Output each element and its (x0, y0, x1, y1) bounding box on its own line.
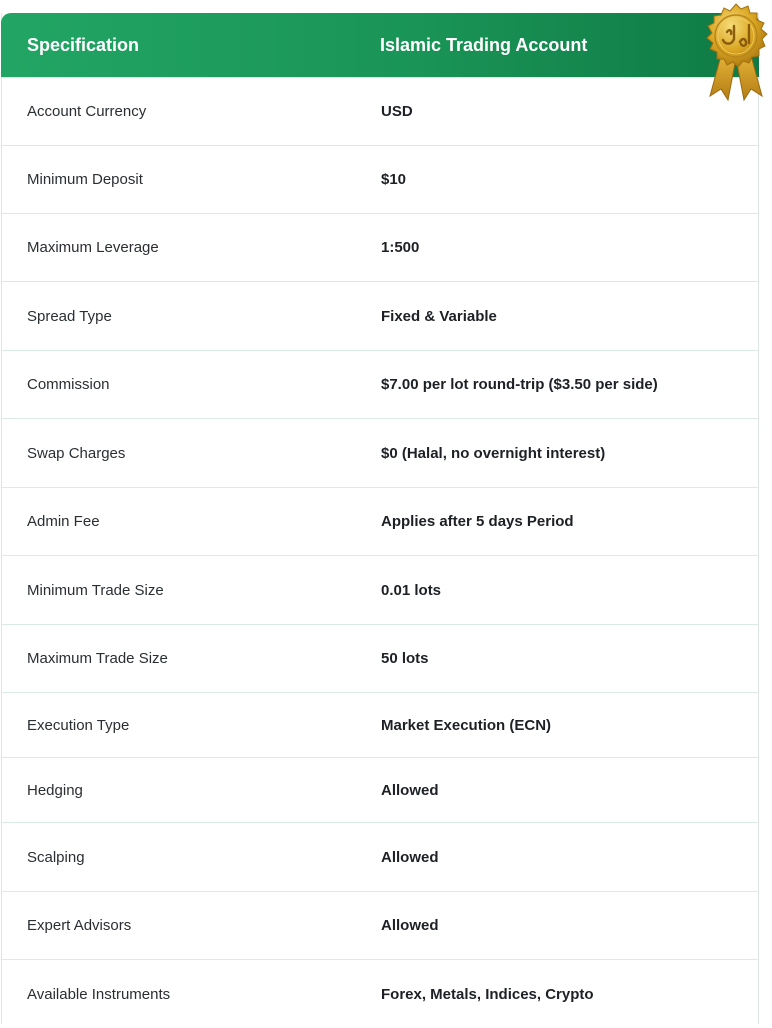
row-value: USD (381, 103, 413, 120)
table-row (2, 145, 758, 213)
row-label: Commission (27, 376, 110, 393)
table-row (2, 822, 758, 891)
header-islamic-account: Islamic Trading Account (380, 34, 588, 55)
row-value: Forex, Metals, Indices, Crypto (381, 985, 594, 1003)
table-row (2, 692, 758, 757)
row-label: Admin Fee (27, 513, 100, 530)
row-value: Fixed & Variable (381, 307, 497, 325)
specification-table (1, 13, 759, 1024)
table-header (1, 13, 759, 77)
row-label: Account Currency (27, 103, 147, 120)
table-row (2, 77, 758, 145)
row-value: 0.01 lots (381, 581, 442, 599)
row-value: Allowed (381, 848, 439, 866)
halal-seal-icon (700, 0, 772, 104)
row-label: Execution Type (27, 716, 130, 734)
row-label: Spread Type (27, 307, 112, 325)
row-label: Expert Advisors (27, 917, 132, 934)
row-label: Available Instruments (27, 985, 171, 1003)
row-value: Market Execution (ECN) (381, 716, 552, 734)
row-label: Hedging (27, 781, 83, 799)
row-label: Scalping (27, 848, 85, 866)
table-row (2, 213, 758, 281)
row-label: Minimum Trade Size (27, 581, 164, 599)
row-label: Maximum Trade Size (27, 650, 168, 667)
table-row (2, 624, 758, 692)
row-value: $10 (381, 171, 407, 188)
table-row (2, 281, 758, 350)
row-label: Minimum Deposit (27, 171, 143, 188)
table-row (2, 757, 758, 822)
table-row (2, 959, 758, 1028)
row-label: Swap Charges (27, 444, 126, 462)
table-row (2, 891, 758, 959)
row-value: Allowed (381, 781, 439, 799)
table-row (2, 350, 758, 418)
table-row (2, 555, 758, 624)
row-value: $0 (Halal, no overnight interest) (381, 444, 606, 462)
row-value: 50 lots (381, 650, 429, 667)
row-label: Maximum Leverage (27, 239, 159, 256)
row-value: Allowed (381, 917, 439, 934)
row-value: 1:500 (381, 239, 420, 256)
row-value: $7.00 per lot round-trip ($3.50 per side) (381, 376, 658, 393)
row-value: Applies after 5 days Period (381, 513, 574, 530)
table-row (2, 418, 758, 487)
table-row (2, 487, 758, 555)
header-specification: Specification (27, 34, 140, 55)
